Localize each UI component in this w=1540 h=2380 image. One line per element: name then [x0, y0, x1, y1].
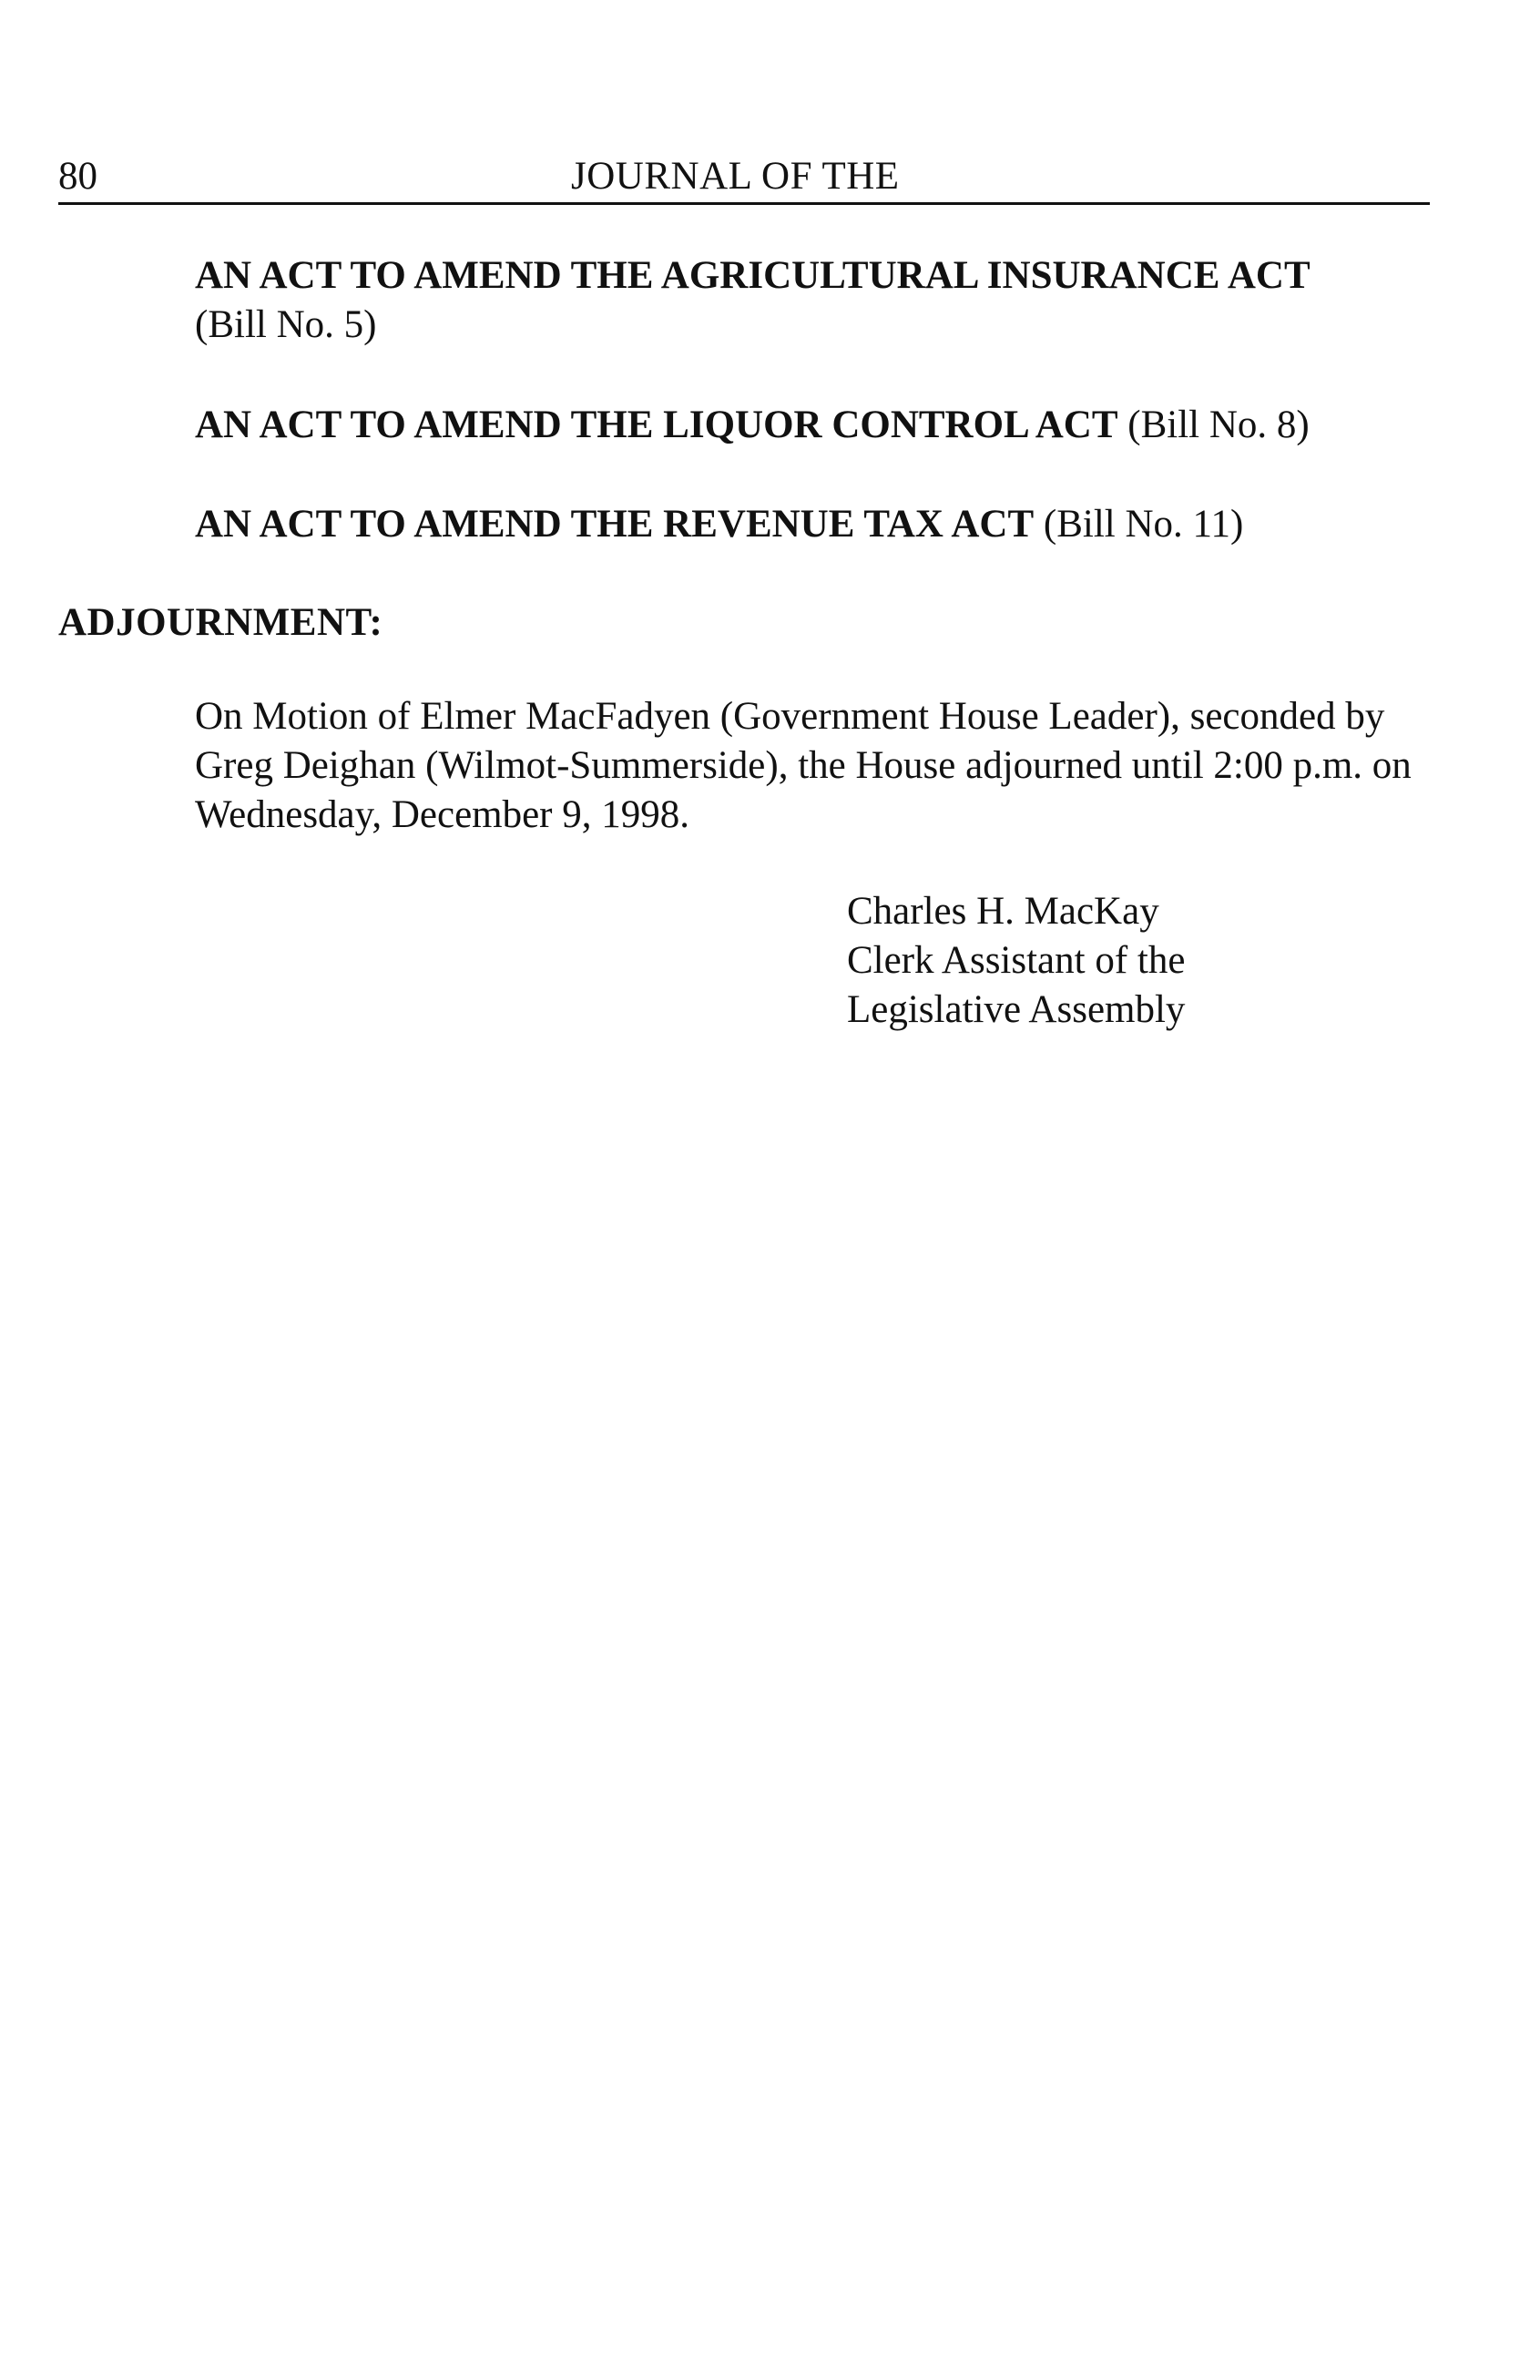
bill-entry-agricultural-insurance	[195, 251, 1430, 350]
adjournment-heading: ADJOURNMENT:	[58, 601, 383, 644]
bill-title: AN ACT TO AMEND THE AGRICULTURAL INSURANCE ACT	[195, 254, 1311, 297]
page-number: 80	[58, 155, 97, 198]
adjournment-motion-text: On Motion of Elmer MacFadyen (Government House Leader), seconded by Greg Deighan (Wilmot-Summerside), the House adjourned until 2:00 p.m. on Wednesday, December 9, 1998.	[195, 695, 1412, 836]
signatory-title-line-1: Clerk Assistant of the	[847, 939, 1186, 982]
bill-entry-revenue-tax	[195, 500, 1430, 549]
header-rule	[58, 202, 1430, 205]
bill-reference: (Bill No. 5)	[195, 303, 377, 346]
journal-title: JOURNAL OF THE	[571, 155, 900, 198]
signatory-name: Charles H. MacKay	[847, 890, 1159, 933]
signature-block	[847, 887, 1412, 1035]
bill-title: AN ACT TO AMEND THE REVENUE TAX ACT	[195, 503, 1035, 546]
bill-reference: (Bill No. 8)	[1127, 403, 1310, 446]
running-header	[58, 150, 1430, 203]
bill-reference: (Bill No. 11)	[1043, 503, 1244, 546]
bill-entry-liquor-control	[195, 401, 1430, 450]
signatory-title-line-2: Legislative Assembly	[847, 988, 1186, 1031]
bill-title: AN ACT TO AMEND THE LIQUOR CONTROL ACT	[195, 403, 1118, 446]
